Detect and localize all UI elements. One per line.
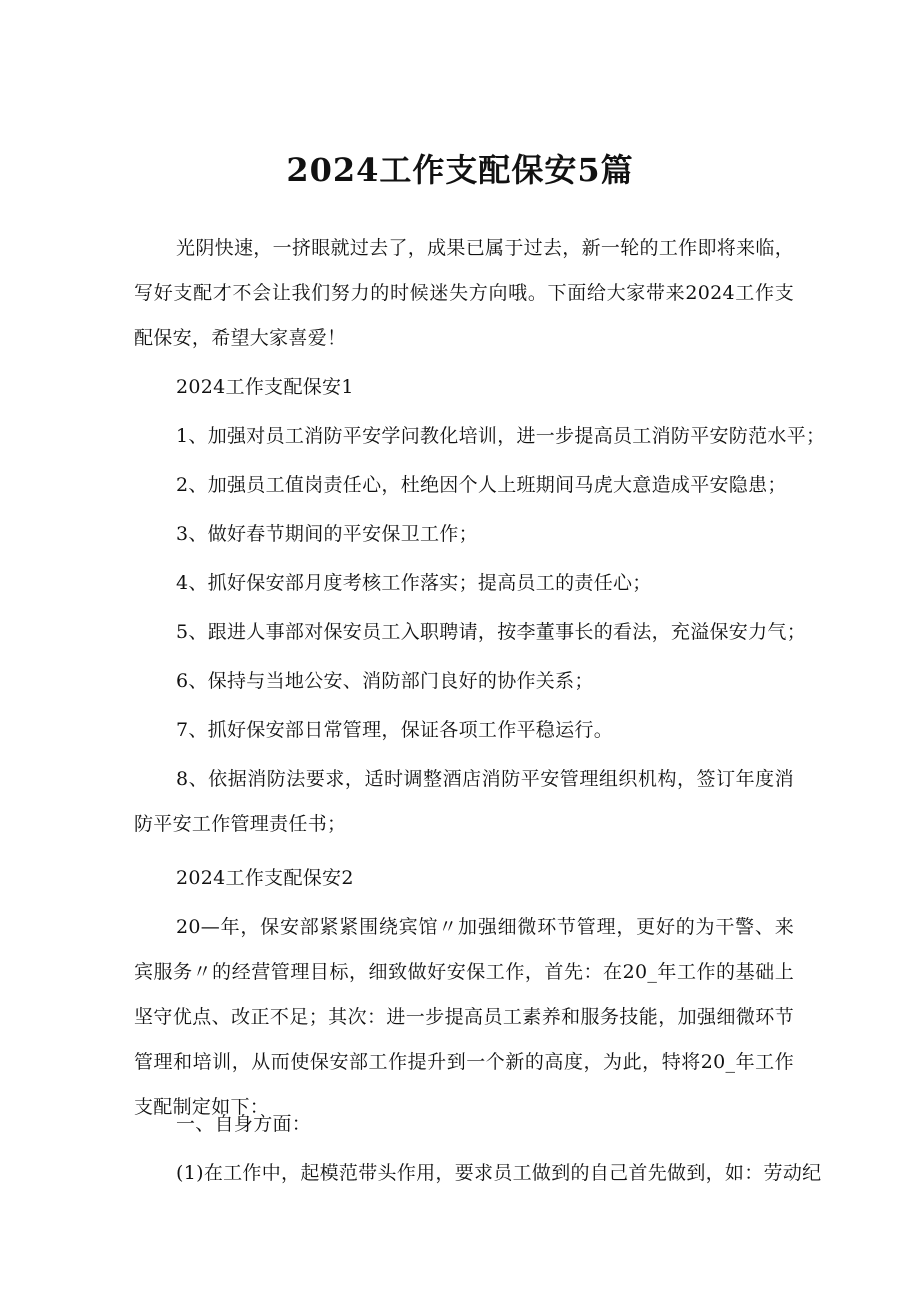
section-1-item-4: 4、抓好保安部月度考核工作落实；提高员工的责任心； xyxy=(176,572,652,594)
section-2-paragraph: 20—年，保安部紧紧围绕宾馆〃加强细微环节管理，更好的为干警、来宾服务〃的经营管理目标，细致做好安保工作，首先：在20_年工作的基础上坚守优点、改正不足；其次：进一步提高员工素养和服务技能，加强细微环节管理和培训，从而使保安部工作提升到一个新的高度，为此，特将20_年工作支配制定如下： xyxy=(134,916,794,1118)
section-1-item-8: 8、依据消防法要求，适时调整酒店消防平安管理组织机构，签订年度消防平安工作管理责任书； xyxy=(134,768,794,835)
section-1-item-2: 2、加强员工值岗责任心，杜绝因个人上班期间马虎大意造成平安隐患； xyxy=(176,474,787,496)
section-1-heading: 2024工作支配保安1 xyxy=(176,376,354,398)
section-1-item-3: 3、做好春节期间的平安保卫工作； xyxy=(176,523,478,545)
document-title: 2024工作支配保安5篇 xyxy=(286,151,634,189)
section-2-subheading: 一、自身方面： xyxy=(176,1113,312,1135)
intro-paragraph: 光阴快速，一挤眼就过去了，成果已属于过去，新一轮的工作即将来临，写好支配才不会让我们努力的时候迷失方向哦。下面给大家带来2024工作支配保安，希望大家喜爱！ xyxy=(134,237,794,349)
section-1-item-1: 1、加强对员工消防平安学问教化培训，进一步提高员工消防平安防范水平； xyxy=(176,425,826,447)
section-1-item-6: 6、保持与当地公安、消防部门良好的协作关系； xyxy=(176,670,594,692)
section-2-item-1: (1)在工作中，起模范带头作用，要求员工做到的自己首先做到，如：劳动纪 xyxy=(176,1162,822,1184)
section-2-heading: 2024工作支配保安2 xyxy=(176,867,354,889)
section-1-item-5: 5、跟进人事部对保安员工入职聘请，按李董事长的看法，充溢保安力气； xyxy=(176,621,806,643)
section-1-item-7: 7、抓好保安部日常管理，保证各项工作平稳运行。 xyxy=(176,719,613,741)
